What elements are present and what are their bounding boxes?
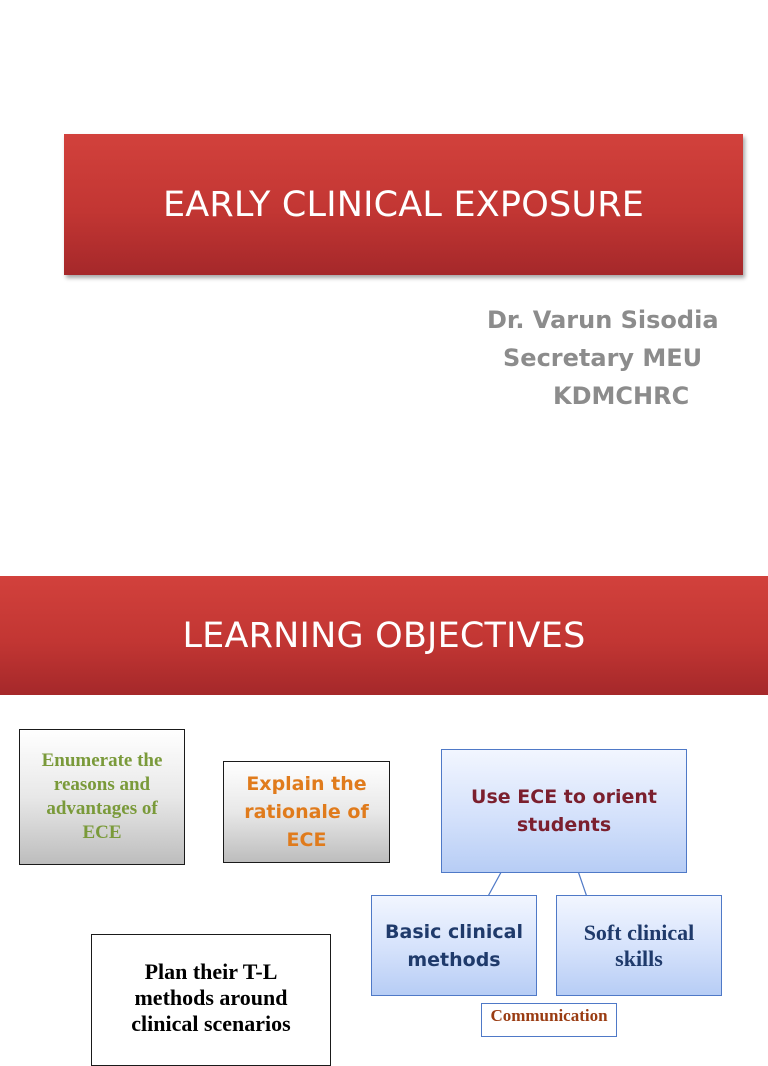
author-name: Dr. Varun Sisodia (487, 306, 719, 334)
explain-box (223, 761, 390, 863)
objectives-banner (0, 576, 768, 695)
plan-text: Plan their T-L methods around clinical scenarios (131, 959, 291, 1036)
soft-skills-box (556, 895, 722, 996)
basic-methods-text: Basic clinical methods (385, 920, 523, 971)
plan-box (91, 934, 331, 1066)
title-banner (64, 134, 743, 275)
basic-methods-box (371, 895, 537, 996)
soft-skills-text: Soft clinical skills (583, 919, 695, 971)
communication-box (481, 1003, 617, 1037)
enumerate-box (19, 729, 185, 865)
use-ece-text: Use ECE to orient students (471, 786, 657, 836)
use-ece-box (441, 749, 687, 873)
slide-title: EARLY CLINICAL EXPOSURE (162, 184, 645, 225)
objectives-title: LEARNING OBJECTIVES (182, 615, 586, 656)
communication-text: Communication (490, 1006, 608, 1025)
enumerate-text: Enumerate the reasons and advantages of ECE (41, 750, 163, 843)
author-role: Secretary MEU (503, 344, 703, 372)
author-institution: KDMCHRC (553, 382, 690, 410)
explain-text: Explain the rationale of ECE (244, 773, 369, 851)
